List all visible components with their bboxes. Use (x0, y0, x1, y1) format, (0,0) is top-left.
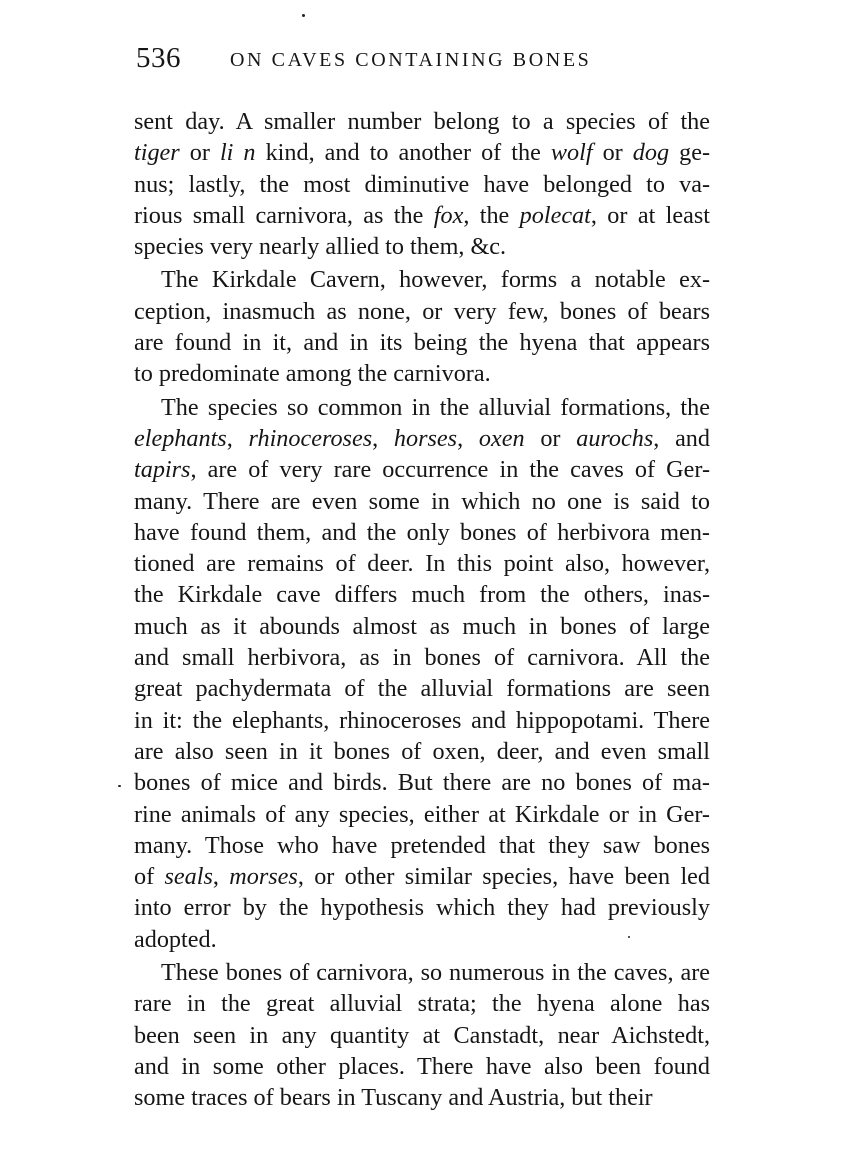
text-line (134, 486, 710, 517)
paragraph (134, 264, 710, 389)
text-run: kind, and to another of the (255, 139, 551, 167)
text-run: are found in it, and in its being the hyena that appears (134, 329, 710, 357)
text-run: adopted. (134, 925, 217, 953)
text-run: , (212, 863, 230, 891)
text-line (134, 611, 710, 642)
text-line (134, 106, 710, 137)
text-run: some traces of bears in Tuscany and Austria, but their (134, 1084, 653, 1112)
italic-term: polecat (519, 201, 591, 229)
text-run: , the (463, 201, 520, 229)
text-run: and in some other places. There have also been found (134, 1052, 710, 1080)
text-run: the Kirkdale cave differs much from the others, inas- (134, 581, 710, 609)
paragraph (134, 392, 710, 955)
italic-term: tapirs (134, 456, 191, 484)
text-line (134, 799, 710, 830)
text-run: much as it abounds almost as much in bones of large (134, 612, 710, 640)
text-line (134, 988, 710, 1019)
text-run: many. Those who have pretended that they saw bones (134, 831, 710, 859)
italic-term: li n (219, 139, 256, 167)
page-number: 536 (136, 42, 181, 74)
text-run: , or at least (590, 201, 710, 229)
text-run: been seen in any quantity at Canstadt, near Aichstedt, (134, 1021, 710, 1049)
text-line (134, 264, 710, 295)
running-title: ON CAVES CONTAINING BONES (230, 49, 592, 71)
text-line (134, 137, 710, 168)
text-line (134, 1051, 710, 1082)
text-line (134, 200, 710, 231)
italic-term: fox (433, 201, 464, 229)
text-line (134, 736, 710, 767)
text-run: These bones of carnivora, so numerous in the caves, are (161, 959, 710, 987)
text-run: bones of mice and birds. But there are no bones of ma- (134, 769, 710, 797)
text-line (134, 642, 710, 673)
text-line (134, 579, 710, 610)
text-run: of (134, 863, 165, 891)
text-run: The Kirkdale Cavern, however, forms a notable ex- (161, 266, 710, 294)
text-run: species very nearly allied to them, &c. (134, 233, 507, 261)
italic-term: oxen (478, 424, 525, 452)
text-run: , (226, 424, 249, 452)
text-run: nus; lastly, the most diminutive have belonged to va- (134, 170, 710, 198)
text-run: rine animals of any species, either at Kirkdale or in Ger- (134, 800, 710, 828)
text-line (134, 358, 710, 389)
text-run: are also seen in it bones of oxen, deer, and even small (134, 737, 710, 765)
text-line (134, 327, 710, 358)
body-text (134, 106, 710, 1114)
text-line (134, 1020, 710, 1051)
text-run: and small herbivora, as in bones of carnivora. All the (134, 644, 710, 672)
text-line (134, 231, 710, 262)
text-run: , (372, 424, 394, 452)
italic-term: wolf (550, 139, 593, 167)
text-run: into error by the hypothesis which they had previously (134, 894, 710, 922)
italic-term: aurochs (576, 424, 654, 452)
text-line (134, 169, 710, 200)
scan-speck (302, 14, 305, 17)
text-run: rious small carnivora, as the (134, 201, 434, 229)
text-line (134, 454, 710, 485)
text-run: rare in the great alluvial strata; the hyena alone has (134, 990, 710, 1018)
paragraph (134, 106, 710, 262)
text-line (134, 892, 710, 923)
italic-term: dog (632, 139, 670, 167)
text-line (134, 548, 710, 579)
text-run: or (524, 424, 577, 452)
text-line (134, 517, 710, 548)
scan-speck (628, 936, 630, 938)
italic-term: rhinoceroses (248, 424, 373, 452)
text-run: or (592, 139, 633, 167)
text-line (134, 830, 710, 861)
text-run: , and (653, 424, 710, 452)
text-run: ception, inasmuch as none, or very few, bones of bears (134, 297, 710, 325)
italic-term: tiger (134, 139, 180, 167)
text-run: , (457, 424, 479, 452)
scan-speck (118, 785, 121, 787)
text-line (134, 1082, 710, 1113)
text-line (134, 767, 710, 798)
text-run: , are of very rare occurrence in the caves of Ger- (190, 456, 710, 484)
text-run: to predominate among the carnivora. (134, 360, 491, 388)
text-line (134, 924, 710, 955)
text-run: many. There are even some in which no one is said to (134, 487, 710, 515)
text-run: , or other similar species, have been led (297, 863, 710, 891)
text-run: great pachydermata of the alluvial formations are seen (134, 675, 710, 703)
italic-term: horses (393, 424, 458, 452)
text-run: ge- (669, 139, 711, 167)
italic-term: morses (229, 863, 298, 891)
text-run: The species so common in the alluvial formations, the (161, 393, 710, 421)
page-header (136, 42, 716, 82)
paragraph (134, 957, 710, 1113)
text-run: tioned are remains of deer. In this point also, however, (134, 550, 710, 578)
text-run: sent day. A smaller number belong to a species of the (134, 108, 710, 135)
text-run: in it: the elephants, rhinoceroses and hippopotami. There (134, 706, 710, 734)
text-line (134, 423, 710, 454)
text-line (134, 673, 710, 704)
text-run: have found them, and the only bones of herbivora men- (134, 518, 710, 546)
text-line (134, 957, 710, 988)
text-line (134, 861, 710, 892)
text-line (134, 296, 710, 327)
italic-term: seals (164, 863, 213, 891)
italic-term: elephants (134, 424, 227, 452)
text-run: or (179, 139, 220, 167)
text-line (134, 392, 710, 423)
text-line (134, 705, 710, 736)
